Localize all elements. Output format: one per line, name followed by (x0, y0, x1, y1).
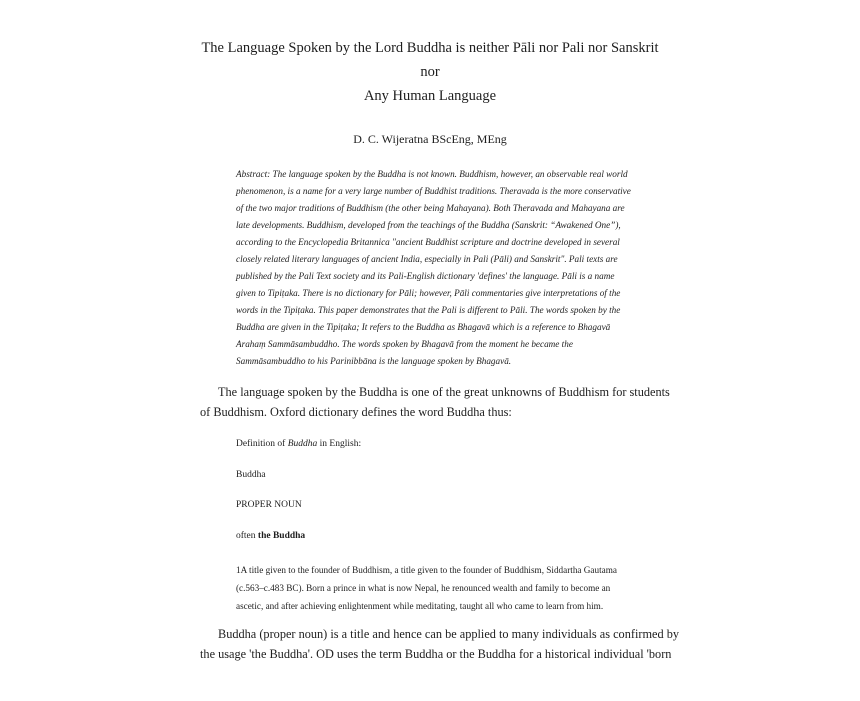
body-paragraph (200, 383, 670, 422)
definition-part-of-speech: PROPER NOUN (236, 500, 302, 510)
body-paragraph (200, 625, 680, 664)
definition-text-line: (c.563–c.483 BC). Born a prince in what is now Nepal, he renounced wealth and family to become an (236, 583, 611, 593)
paper-title (190, 36, 670, 108)
abstract (236, 166, 660, 370)
paragraph-line: The language spoken by the Buddha is one of the great unknowns of Buddhism for students (218, 385, 670, 399)
abstract-line: closely related literary languages of ancient India, especially in Pali (Pāli) and Sanskrit". Pali texts are (236, 254, 618, 264)
abstract-line: Arahaṃ Sammāsambuddho. The words spoken by Bhagavā from the moment he became the (236, 339, 573, 349)
paragraph-line: the usage 'the Buddha'. OD uses the term Buddha or the Buddha for a historical individual 'born (200, 646, 672, 661)
title-line: The Language Spoken by the Lord Buddha is neither Pāli nor Pali nor Sanskrit nor (201, 40, 659, 80)
definition-text-line: 1A title given to the founder of Buddhism, a title given to the founder of Buddhism, Siddartha Gautama (236, 565, 617, 575)
abstract-line: of the two major traditions of Buddhism (the other being Mahayana). Both Theravada and Mahayana are (236, 203, 625, 213)
definition-text (236, 561, 660, 615)
definition-heading-suffix: in English: (317, 439, 362, 449)
definition-heading-prefix: Definition of (236, 439, 288, 449)
abstract-line: phenomenon, is a name for a very large number of Buddhist traditions. Theravada is the more conservative (236, 186, 631, 196)
paragraph-line: of Buddhism. Oxford dictionary defines the word Buddha thus: (200, 404, 512, 419)
paragraph-line: Buddha (proper noun) is a title and hence can be applied to many individuals as confirmed by (218, 627, 680, 641)
definition-heading (236, 439, 361, 449)
definition-headword: Buddha (236, 470, 266, 480)
title-line: Any Human Language (363, 88, 497, 104)
author-line: D. C. Wijeratna BScEng, MEng (353, 132, 507, 146)
definition-usage-prefix: often (236, 531, 258, 541)
abstract-line: Sammāsambuddho to his Parinibbāna is the language spoken by Bhagavā. (236, 356, 512, 366)
abstract-line: Buddha are given in the Tipiṭaka; It refers to the Buddha as Bhagavā which is a reference to Bhagavā (236, 322, 611, 332)
definition-heading-word: Buddha (287, 439, 318, 449)
abstract-line: late developments. Buddhism, developed from the teachings of the Buddha (Sanskrit: “Awakened One”), (236, 220, 621, 230)
definition-usage-bold: the Buddha (257, 531, 306, 541)
abstract-line: according to the Encyclopedia Britannica "ancient Buddhist scripture and doctrine developed in several (236, 237, 620, 247)
definition-text-line: ascetic, and after achieving enlightenment while meditating, taught all who came to learn from him. (236, 601, 604, 611)
abstract-line: words in the Tipiṭaka. This paper demonstrates that the Pali is different to Pāli. The words spoken by the (236, 305, 621, 315)
abstract-line: published by the Pali Text society and its Pali-English dictionary 'defines' the language. Pāli is a name (236, 271, 615, 281)
definition-usage (236, 531, 305, 541)
abstract-line: Abstract: The language spoken by the Buddha is not known. Buddhism, however, an observable real world (236, 169, 628, 179)
abstract-line: given to Tipiṭaka. There is no dictionary for Pāli; however, Pāli commentaries give interpretations of the (236, 288, 621, 298)
